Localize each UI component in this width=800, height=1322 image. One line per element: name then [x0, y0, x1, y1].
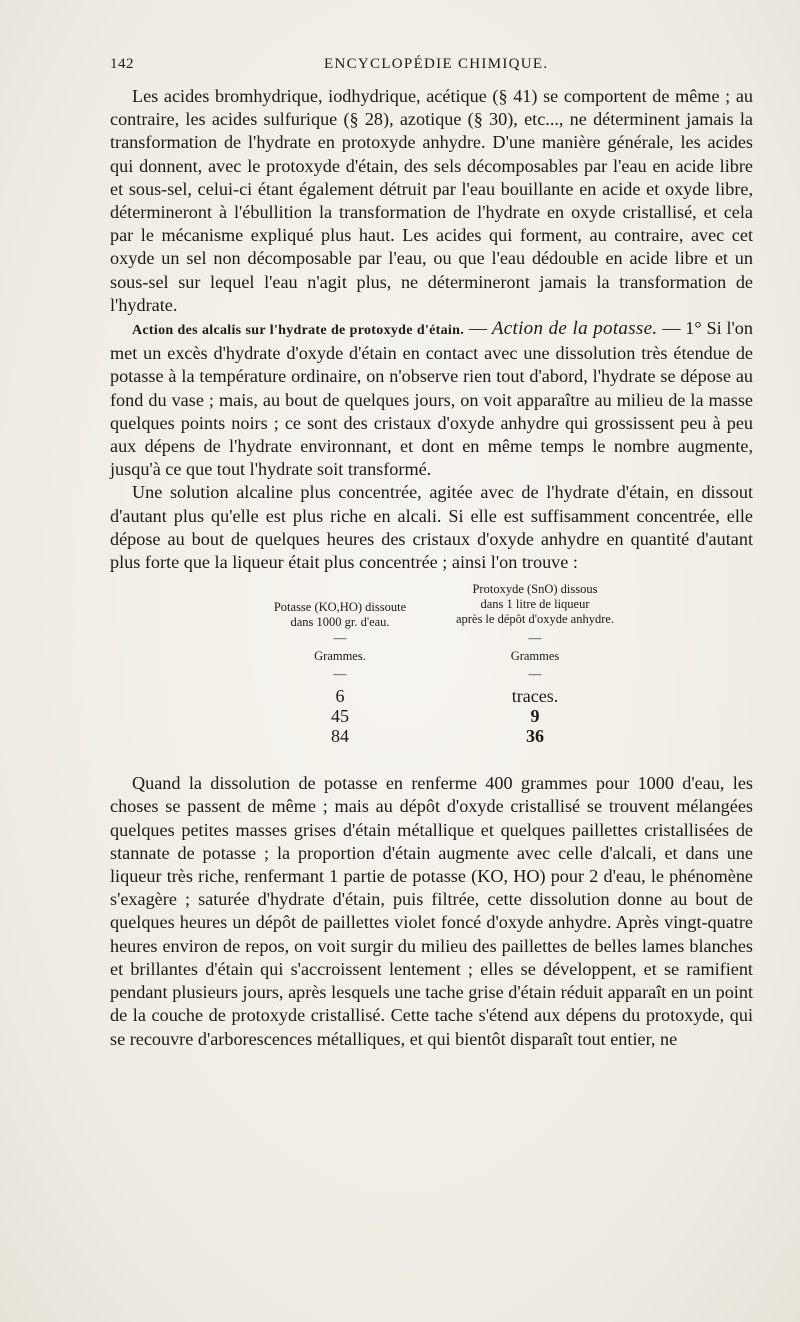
table-cell: 84	[331, 726, 349, 747]
header-rule: —	[528, 630, 542, 646]
table-cell: 9	[530, 706, 540, 727]
column-header-protoxide	[440, 582, 630, 627]
paragraph-concentrated-solution: Une solution alcaline plus concentrée, agitée avec de l'hydrate d'étain, en dissout d'autant plus qu'elle est plus riche en alcali. Si elle est suffisamment concentrée, elle dépose au bout de quelques heures des cristaux d'oxyde anhydre en quantité d'autant plus forte que la liqueur était plus concentrée ; ainsi l'on trouve :	[110, 482, 753, 573]
paragraph-acids: Les acides bromhydrique, iodhydrique, acétique (§ 41) se comportent de même ; au contraire, les acides sulfurique (§ 28), azotique (§ 30), etc..., ne déterminent jamais la transformation de l'hydrate en protoxyde anhydre. D'une manière générale, les acides qui donnent, avec le protoxyde d'étain, des sels décomposables par l'eau en acide libre et sous-sel, celui-ci étant également détruit par l'eau bouillante en acide et oxyde libre, détermineront à l'ébullition la transformation de l'hydrate en oxyde cristallisé, et cela par le mécanisme expliqué plus haut. Les acides qui forment, au contraire, avec cet oxyde un sel non décomposable par l'eau, ou que l'eau dédouble en acide libre et un sous-sel sur lequel l'eau n'agit plus, ne détermineront jamais la transformation de l'hydrate.	[110, 86, 753, 315]
table-cell: 6	[335, 686, 345, 707]
column-header-line: Potasse (KO,HO) dissoute	[273, 600, 407, 615]
solubility-table	[110, 582, 753, 758]
paragraph-potash-action	[110, 317, 753, 481]
column-header-line: dans 1000 gr. d'eau.	[290, 615, 390, 630]
column-header-line: Protoxyde (SnO) dissous	[472, 582, 598, 597]
paragraph-potash-text: — 1° Si l'on met un excès d'hydrate d'oxyde d'étain en contact avec une dissolution très étendue de potasse à la température ordinaire, on n'observe rien tout d'abord, l'hydrate se dépose au fond du vase ; mais, au bout de quelques jours, on voit apparaître au milieu de la masse quelques points noirs ; ce sont des cristaux d'oxyde anhydre qui grossissent peu à peu aux dépens de l'hydrate environnant, et dont en même temps le nombre augmente, jusqu'à ce que tout l'hydrate soit transformé.	[110, 318, 753, 480]
column-header-line: après le dépôt d'oxyde anhydre.	[455, 612, 615, 627]
header-rule: —	[333, 630, 347, 646]
table-cell: 45	[331, 706, 349, 727]
unit-rule: —	[333, 666, 347, 682]
paragraph-strong-solution: Quand la dissolution de potasse en renferme 400 grammes pour 1000 d'eau, les choses se passent de même ; mais au dépôt d'oxyde cristallisé se trouvent mélangées quelques petites masses grises d'étain métallique et quelques paillettes cristallisées de stannate de potasse ; la proportion d'étain augmente avec celle d'alcali, et dans une liqueur très riche, renfermant 1 partie de potasse (KO, HO) pour 2 d'eau, le phénomène s'exagère ; saturée d'hydrate d'étain, puis filtrée, cette dissolution donne au bout de quelques heures un dépôt de paillettes violet foncé d'oxyde anhydre. Après vingt-quatre heures environ de repos, on voit surgir du milieu des paillettes de belles lames blanches et brillantes d'étain qui s'accroissent lentement ; elles se développent, et se ramifient pendant plusieurs jours, après lesquels une tache grise d'étain réduit apparaît en un point de la couche de protoxyde cristallisé. Cette tache s'étend aux dépens du protoxyde, qui se recouvre d'arborescences métalliques, et qui bientôt disparaît tout entier, ne	[110, 773, 753, 1049]
column-header-potash	[260, 600, 420, 630]
body-text	[110, 85, 753, 1051]
table-cell: traces.	[511, 686, 559, 707]
unit-label: Grammes.	[314, 649, 366, 664]
unit-label: Grammes	[510, 649, 560, 664]
unit-rule: —	[528, 666, 542, 682]
running-head	[110, 56, 750, 80]
section-dash: —	[464, 318, 492, 339]
page-number: 142	[110, 56, 134, 72]
column-header-line: dans 1 litre de liqueur	[480, 597, 590, 612]
table-cell: 36	[526, 726, 544, 747]
section-heading: Action des alcalis sur l'hydrate de protoxyde d'étain.	[132, 323, 464, 339]
running-title: ENCYCLOPÉDIE CHIMIQUE.	[324, 56, 549, 72]
sub-heading: Action de la potasse.	[491, 318, 658, 340]
